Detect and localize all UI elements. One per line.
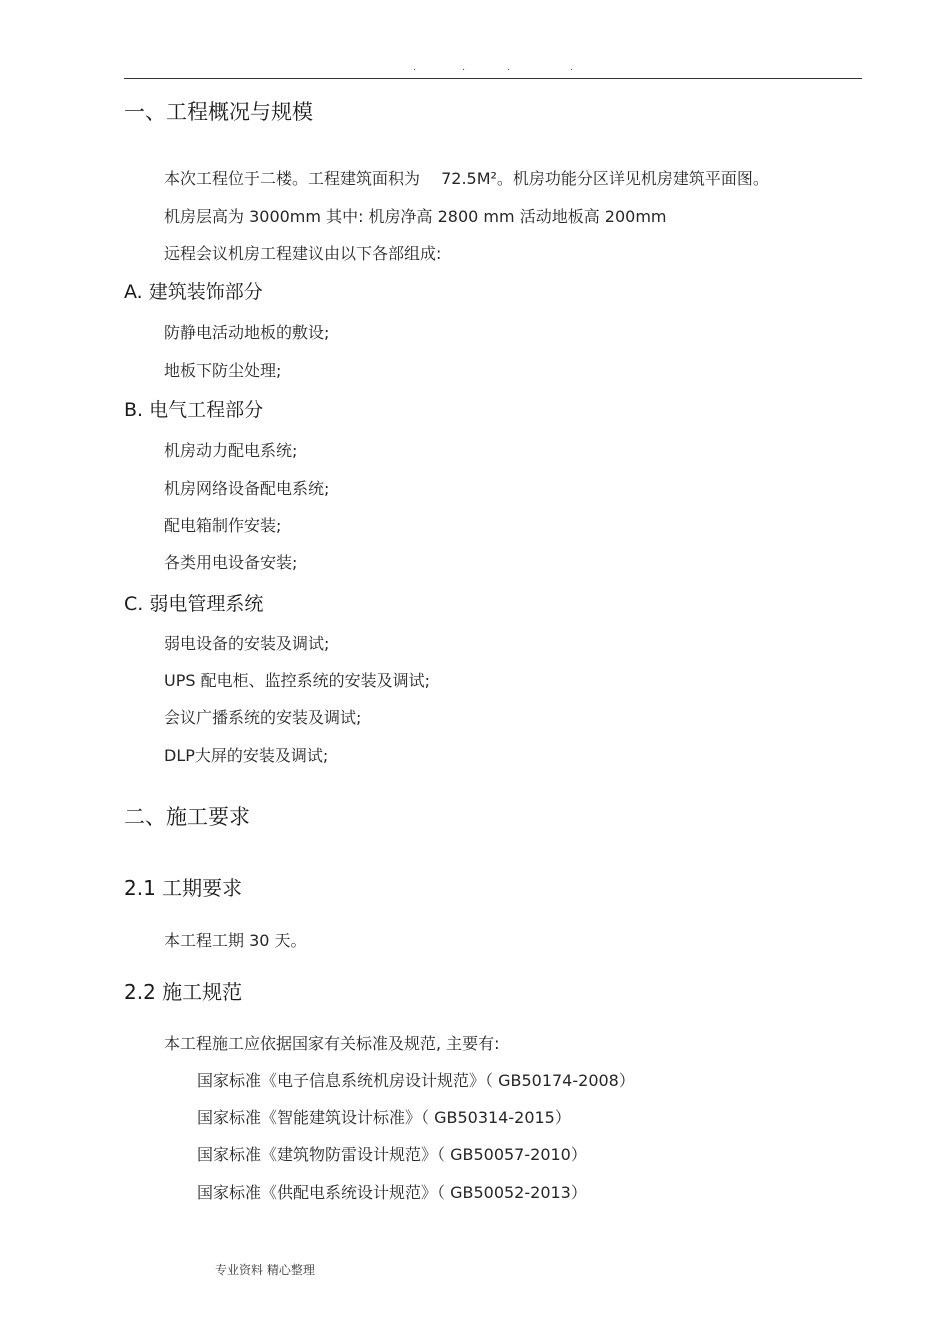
header-dot: .: [462, 62, 466, 73]
part-b-heading: B. 电气工程部分: [124, 399, 264, 421]
list-item: 机房网络设备配电系统;: [164, 479, 330, 498]
standard-item: 国家标准《供配电系统设计规范》（ GB50052-2013）: [197, 1183, 587, 1202]
list-item: 弱电设备的安装及调试;: [164, 634, 330, 653]
section-1-title: 一、工程概况与规模: [124, 100, 313, 124]
list-item: 地板下防尘处理;: [164, 361, 282, 380]
standard-item: 国家标准《建筑物防雷设计规范》（ GB50057-2010）: [197, 1145, 587, 1164]
header-rule: [124, 78, 862, 79]
intro-line-area: 本次工程位于二楼。工程建筑面积为 72.5M²。机房功能分区详见机房建筑平面图。: [164, 169, 769, 188]
section-2-title: 二、施工要求: [124, 805, 250, 829]
part-a-heading: A. 建筑装饰部分: [124, 281, 263, 303]
subsection-2-2-heading: 2.2 施工规范: [124, 980, 243, 1004]
header-dot: .: [507, 62, 511, 73]
list-item: 会议广播系统的安装及调试;: [164, 708, 362, 727]
list-item: 各类用电设备安装;: [164, 553, 298, 572]
part-c-heading: C. 弱电管理系统: [124, 593, 264, 615]
header-dot: .: [413, 62, 417, 73]
header-dot: .: [570, 62, 574, 73]
list-item: 机房动力配电系统;: [164, 441, 298, 460]
list-item: 配电箱制作安装;: [164, 516, 282, 535]
page-footer: 专业资料 精心整理: [215, 1263, 315, 1277]
standard-item: 国家标准《智能建筑设计标准》（ GB50314-2015）: [197, 1108, 571, 1127]
intro-line-composition: 远程会议机房工程建议由以下各部组成:: [164, 244, 442, 263]
schedule-text: 本工程工期 30 天。: [164, 931, 307, 950]
list-item: 防静电活动地板的敷设;: [164, 323, 330, 342]
standards-intro: 本工程施工应依据国家有关标准及规范, 主要有:: [164, 1034, 500, 1053]
intro-line-height: 机房层高为 3000mm 其中: 机房净高 2800 mm 活动地板高 200mm: [164, 207, 667, 226]
list-item: DLP大屏的安装及调试;: [164, 746, 329, 765]
list-item: UPS 配电柜、监控系统的安装及调试;: [164, 671, 430, 690]
subsection-2-1-heading: 2.1 工期要求: [124, 876, 243, 900]
standard-item: 国家标准《电子信息系统机房设计规范》（ GB50174-2008）: [197, 1071, 635, 1090]
